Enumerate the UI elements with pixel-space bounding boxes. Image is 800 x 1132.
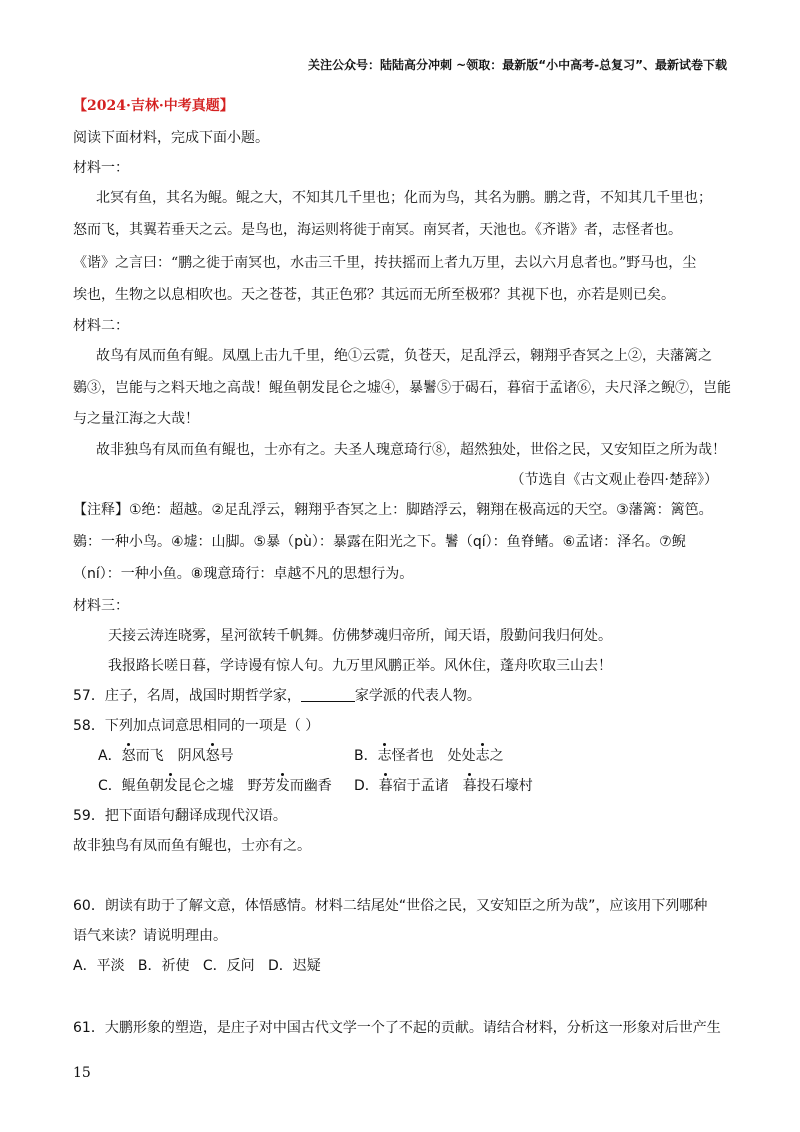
option-text: 怪者也 bbox=[391, 748, 434, 764]
option-text: 宿于孟诸 bbox=[392, 778, 449, 794]
material-1-line: 北冥有鱼，其名为鲲。鲲之大，不知其几千里也；化而为鸟，其名为鹏。鹏之背，不知其几千里也； bbox=[96, 190, 712, 206]
option-text: 处处 bbox=[447, 748, 476, 764]
option-d[interactable] bbox=[354, 776, 533, 796]
option-text: 之 bbox=[489, 748, 504, 764]
dotted-word: 暮 bbox=[378, 778, 393, 794]
notes-line: 【注释】①绝：超越。②足乱浮云，翱翔乎杳冥之上：脚踏浮云，翱翔在极高远的天空。③藩篱：篱笆。 bbox=[73, 502, 713, 518]
material-1-line: 《谐》之言曰：“鹏之徙于南冥也，水击三千里，抟扶摇而上者九万里，去以六月息者也。”野马也，尘 bbox=[73, 255, 697, 271]
q57-text: 家学派的代表人物。 bbox=[354, 688, 481, 704]
material-1-title: 材料一： bbox=[73, 160, 129, 176]
notes-line: （ní）：一种小鱼。⑧瑰意琦行：卓越不凡的思想行为。 bbox=[73, 566, 414, 582]
option-a[interactable] bbox=[98, 746, 234, 766]
material-2-line: 与之量江海之大哉！ bbox=[73, 411, 199, 427]
material-2-source: （节选自《古文观止卷四·楚辞》） bbox=[510, 472, 718, 488]
page-header: 关注公众号：陆陆高分冲刺 ~领取：最新版“小中高考-总复习”、最新试卷下载 bbox=[308, 58, 727, 72]
material-2-line: 故非独鸟有凤而鱼有鲲也，士亦有之。夫圣人瑰意琦行⑧，超然独处，世俗之民，又安知臣之所为哉！ bbox=[96, 442, 726, 458]
option-text: 号 bbox=[219, 748, 234, 764]
q57-text: 57．庄子，名周，战国时期哲学家， bbox=[73, 688, 301, 704]
option-text: 投石壕村 bbox=[476, 778, 533, 794]
option-text: 鲲鱼朝 bbox=[121, 778, 164, 794]
option-label: B． bbox=[354, 748, 378, 764]
page-number: 15 bbox=[73, 1065, 91, 1081]
option-text: 而幽香 bbox=[289, 778, 332, 794]
dotted-word: 发 bbox=[163, 778, 178, 794]
intro-text: 阅读下面材料，完成下面小题。 bbox=[73, 130, 269, 146]
material-1-line: 埃也，生物之以息相吹也。天之苍苍，其正色邪？其远而无所至极邪？其视下也，亦若是则已矣。 bbox=[73, 287, 675, 303]
material-1-line: 怒而飞，其翼若垂天之云。是鸟也，海运则将徙于南冥。南冥者，天池也。《齐谐》者，志怪者也。 bbox=[73, 222, 682, 238]
question-60-options: A．平淡 B．祈使 C．反问 D．迟疑 bbox=[73, 958, 321, 974]
dotted-word: 怒 bbox=[205, 748, 220, 764]
option-text: 野芳 bbox=[247, 778, 276, 794]
option-label: A． bbox=[98, 748, 122, 764]
dotted-word: 发 bbox=[275, 778, 290, 794]
dotted-word: 志 bbox=[475, 748, 490, 764]
material-2-title: 材料二： bbox=[73, 318, 129, 334]
material-2-line: 故鸟有凤而鱼有鲲。凤凰上击九千里，绝①云霓，负苍天，足乱浮云，翱翔乎杳冥之上②，夫藩篱之 bbox=[96, 348, 712, 364]
dotted-word: 志 bbox=[377, 748, 392, 764]
option-b[interactable] bbox=[354, 746, 504, 766]
question-59-sentence: 故非独鸟有凤而鱼有鲲也，士亦有之。 bbox=[73, 838, 311, 854]
material-3-title: 材料三： bbox=[73, 598, 129, 614]
dotted-word: 暮 bbox=[462, 778, 477, 794]
option-text: 而飞 bbox=[135, 748, 164, 764]
question-61-line: 61．大鹏形象的塑造，是庄子对中国古代文学一个了不起的贡献。请结合材料，分析这一形象对后世产生 bbox=[73, 1020, 721, 1036]
question-57 bbox=[73, 686, 481, 706]
option-text: 昆仑之墟 bbox=[177, 778, 234, 794]
option-label: C． bbox=[98, 778, 122, 794]
notes-line: 鷃：一种小鸟。④墟：山脚。⑤暴（pù）：暴露在阳光之下。鬐（qí）：鱼脊鳍。⑥孟诸：泽名。⑦鲵 bbox=[73, 534, 686, 550]
option-c[interactable] bbox=[98, 776, 332, 796]
material-2-line: 鷃③，岂能与之料天地之高哉！鲲鱼朝发昆仑之墟④，暴鬐⑤于碣石，暮宿于孟诸⑥，夫尺泽之鲵⑦，岂能 bbox=[73, 380, 731, 396]
option-text: 阴风 bbox=[177, 748, 206, 764]
answer-blank[interactable] bbox=[301, 687, 355, 702]
option-label: D． bbox=[354, 778, 379, 794]
question-59-stem: 59．把下面语句翻译成现代汉语。 bbox=[73, 808, 287, 824]
question-58-stem: 58．下列加点词意思相同的一项是（ ） bbox=[73, 718, 320, 734]
question-60-line: 60．朗读有助于了解文意，体悟感情。材料二结尾处“世俗之民，又安知臣之所为哉”，应该用下列哪种 bbox=[73, 898, 708, 914]
exam-tag: 【2024·吉林·中考真题】 bbox=[73, 98, 234, 114]
material-3-line: 天接云涛连晓雾，星河欲转千帆舞。仿佛梦魂归帝所，闻天语，殷勤问我归何处。 bbox=[108, 628, 612, 644]
material-3-line: 我报路长嗟日暮，学诗谩有惊人句。九万里风鹏正举。风休住，蓬舟吹取三山去！ bbox=[108, 658, 612, 674]
question-60-line: 语气来读？请说明理由。 bbox=[73, 928, 227, 944]
dotted-word: 怒 bbox=[121, 748, 136, 764]
